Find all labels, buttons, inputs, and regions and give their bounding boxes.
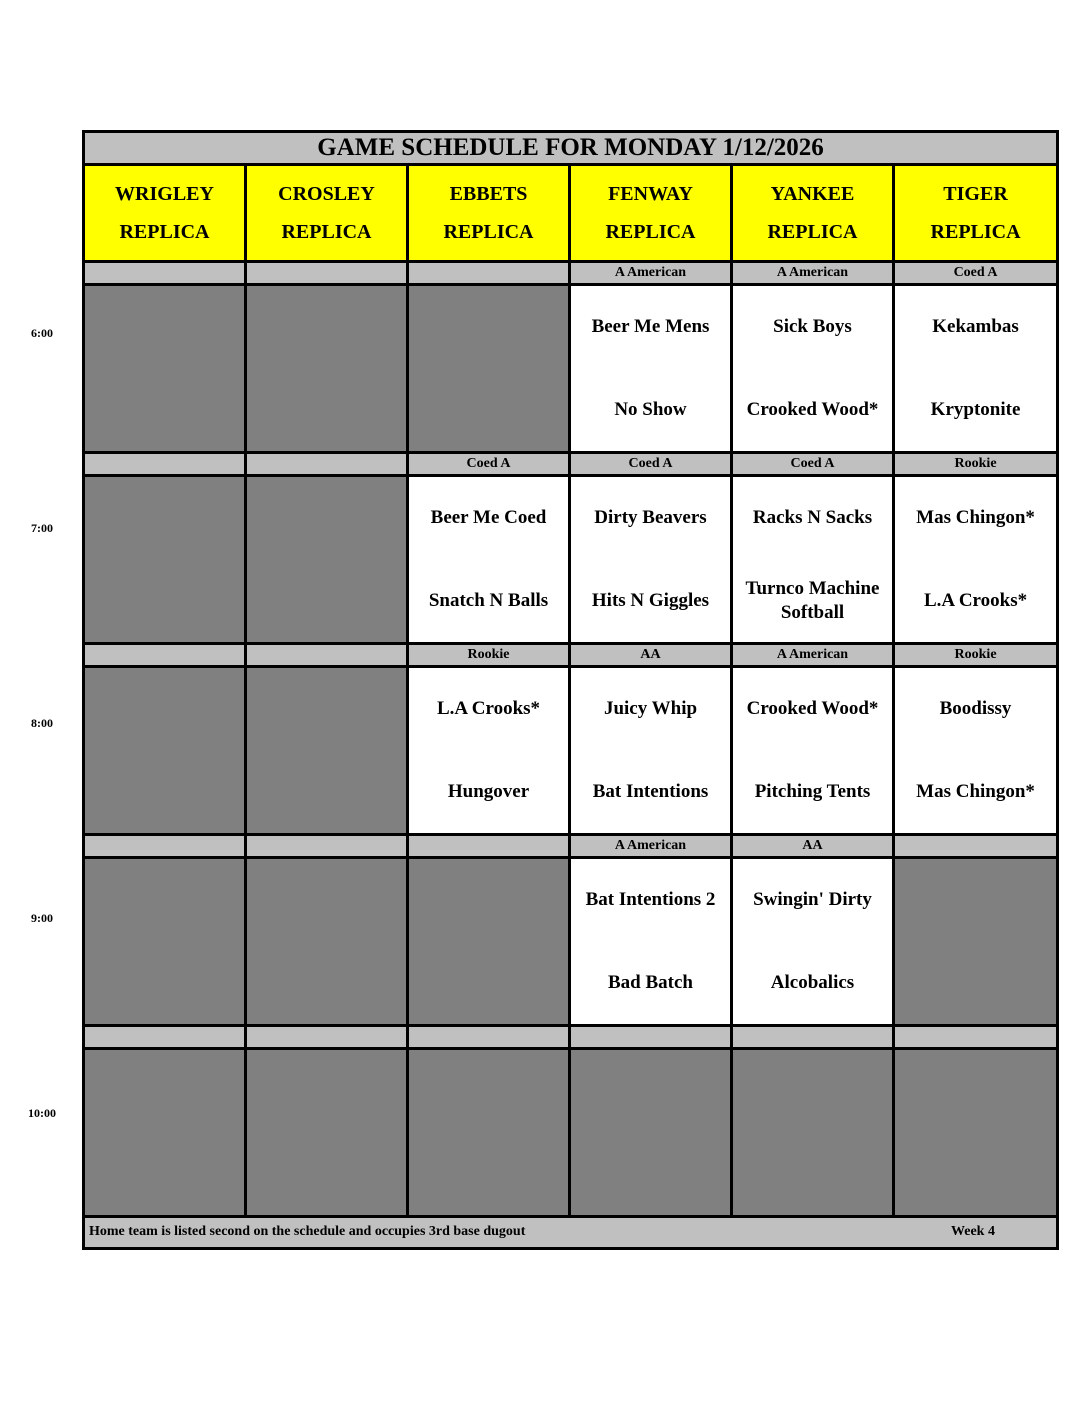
home-team: Snatch N Balls — [428, 589, 549, 611]
game-cell — [570, 476, 732, 644]
time-slot-row — [84, 476, 1058, 644]
division-label — [408, 835, 570, 858]
division-label — [84, 644, 246, 667]
division-row — [84, 644, 1058, 667]
away-team: Mas Chingon* — [916, 507, 1035, 529]
division-label — [246, 835, 408, 858]
time-label-8: 8:00 — [31, 716, 53, 730]
division-label: Coed A — [732, 453, 894, 476]
empty-slot — [408, 285, 570, 453]
away-team: Juicy Whip — [603, 698, 698, 720]
division-label: A American — [570, 262, 732, 285]
home-team: Alcobalics — [770, 971, 855, 993]
field-subtitle: REPLICA — [281, 221, 372, 243]
division-label: Coed A — [894, 262, 1058, 285]
footer — [84, 1217, 1058, 1249]
division-label: Rookie — [894, 453, 1058, 476]
empty-slot — [246, 667, 408, 835]
empty-slot — [408, 858, 570, 1026]
field-header-5 — [894, 165, 1058, 262]
empty-slot — [732, 1049, 894, 1217]
time-slot-row — [84, 285, 1058, 453]
division-label — [246, 262, 408, 285]
field-subtitle: REPLICA — [930, 221, 1021, 243]
game-cell — [732, 667, 894, 835]
division-label — [84, 1026, 246, 1049]
empty-slot — [84, 667, 246, 835]
field-header-4 — [732, 165, 894, 262]
empty-slot — [84, 285, 246, 453]
home-team: Kryptonite — [930, 398, 1021, 420]
home-team: Turnco Machine Softball — [745, 577, 880, 623]
away-team: Crooked Wood* — [746, 698, 879, 720]
division-row — [84, 262, 1058, 285]
field-subtitle: REPLICA — [767, 221, 858, 243]
division-label: AA — [570, 644, 732, 667]
game-cell — [894, 667, 1058, 835]
division-label: AA — [732, 835, 894, 858]
division-label — [84, 453, 246, 476]
field-header-2 — [408, 165, 570, 262]
division-label — [570, 1026, 732, 1049]
division-label — [894, 1026, 1058, 1049]
field-name: CROSLEY — [278, 183, 375, 205]
division-row — [84, 1026, 1058, 1049]
game-cell — [408, 476, 570, 644]
field-subtitle: REPLICA — [605, 221, 696, 243]
division-label: Coed A — [408, 453, 570, 476]
away-team: Swingin' Dirty — [753, 889, 872, 911]
home-team: Hits N Giggles — [591, 589, 710, 611]
field-name: FENWAY — [608, 183, 693, 205]
division-row — [84, 453, 1058, 476]
division-label — [246, 1026, 408, 1049]
home-team: Pitching Tents — [754, 780, 871, 802]
division-label: A American — [732, 262, 894, 285]
time-slot-row — [84, 667, 1058, 835]
home-team: Hungover — [447, 780, 530, 802]
home-team: Mas Chingon* — [916, 780, 1035, 802]
field-name: TIGER — [943, 183, 1008, 205]
game-cell — [894, 285, 1058, 453]
division-label — [246, 453, 408, 476]
field-header-3 — [570, 165, 732, 262]
away-team: Racks N Sacks — [752, 507, 873, 529]
schedule-table — [82, 130, 1059, 1250]
game-cell — [732, 476, 894, 644]
division-label — [84, 262, 246, 285]
empty-slot — [246, 1049, 408, 1217]
empty-slot — [894, 1049, 1058, 1217]
time-slot-row — [84, 858, 1058, 1026]
division-label — [408, 262, 570, 285]
away-team: Sick Boys — [773, 316, 852, 338]
game-cell — [570, 667, 732, 835]
division-label: Coed A — [570, 453, 732, 476]
division-label: Rookie — [894, 644, 1058, 667]
empty-slot — [84, 858, 246, 1026]
field-header-0 — [84, 165, 246, 262]
empty-slot — [246, 858, 408, 1026]
time-label-10: 10:00 — [28, 1106, 56, 1120]
home-team: No Show — [614, 398, 687, 420]
field-header-1 — [246, 165, 408, 262]
away-team: Beer Me Coed — [430, 507, 547, 529]
away-team: Bat Intentions 2 — [585, 889, 716, 911]
game-cell — [570, 858, 732, 1026]
home-team: L.A Crooks* — [923, 589, 1028, 611]
home-team: Bat Intentions — [592, 780, 709, 802]
time-slot-row — [84, 1049, 1058, 1217]
field-subtitle: REPLICA — [119, 221, 210, 243]
division-label: Rookie — [408, 644, 570, 667]
home-team: Crooked Wood* — [746, 398, 879, 420]
time-label-9: 9:00 — [31, 911, 53, 925]
field-name: WRIGLEY — [115, 183, 214, 205]
field-name: EBBETS — [449, 183, 528, 205]
away-team: Dirty Beavers — [594, 507, 707, 529]
away-team: Kekambas — [932, 316, 1019, 338]
home-team: Bad Batch — [608, 971, 693, 993]
division-label — [732, 1026, 894, 1049]
game-cell — [732, 858, 894, 1026]
division-label: A American — [732, 644, 894, 667]
time-label-7: 7:00 — [31, 521, 53, 535]
game-cell — [732, 285, 894, 453]
footer-note: Home team is listed second on the schedule and occupies 3rd base dugout — [89, 1224, 526, 1239]
away-team: Boodissy — [939, 698, 1012, 720]
empty-slot — [84, 476, 246, 644]
division-label — [246, 644, 408, 667]
field-name: YANKEE — [770, 183, 855, 205]
empty-slot — [570, 1049, 732, 1217]
empty-slot — [408, 1049, 570, 1217]
field-subtitle: REPLICA — [443, 221, 534, 243]
empty-slot — [246, 285, 408, 453]
division-label — [894, 835, 1058, 858]
division-label: A American — [570, 835, 732, 858]
game-cell — [894, 476, 1058, 644]
away-team: L.A Crooks* — [436, 698, 541, 720]
division-row — [84, 835, 1058, 858]
time-label-6: 6:00 — [31, 326, 53, 340]
empty-slot — [894, 858, 1058, 1026]
empty-slot — [246, 476, 408, 644]
away-team: Beer Me Mens — [591, 316, 710, 338]
week-label: Week 4 — [951, 1224, 995, 1239]
game-cell — [408, 667, 570, 835]
page-title: GAME SCHEDULE FOR MONDAY 1/12/2026 — [84, 132, 1058, 165]
division-label — [408, 1026, 570, 1049]
division-label — [84, 835, 246, 858]
game-cell — [570, 285, 732, 453]
empty-slot — [84, 1049, 246, 1217]
